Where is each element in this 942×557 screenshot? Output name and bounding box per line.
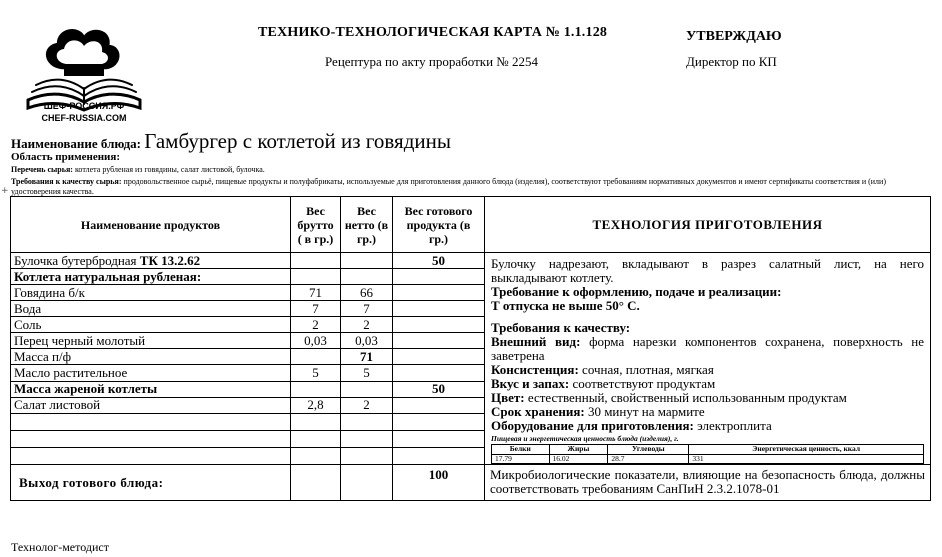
table-row bbox=[11, 253, 931, 269]
net-cell: 7 bbox=[341, 301, 393, 317]
quality-title: Требования к качеству: bbox=[491, 320, 631, 335]
product-cell: Булочка бутербродная ТК 13.2.62 bbox=[11, 253, 291, 269]
product-cell: Перец черный молотый bbox=[11, 333, 291, 349]
product-cell: Салат листовой bbox=[11, 397, 291, 413]
ready-cell bbox=[393, 269, 485, 285]
gross-cell: 7 bbox=[291, 301, 341, 317]
recipe-table bbox=[10, 196, 931, 501]
chef-book-logo bbox=[14, 16, 154, 128]
nutrition-header-protein: Белки bbox=[492, 445, 550, 455]
nutrition-header-energy: Энергетическая ценность, ккал bbox=[689, 445, 924, 455]
scope-label: Область применения: bbox=[11, 151, 120, 163]
product-cell: Масса п/ф bbox=[11, 349, 291, 365]
product-cell: Вода bbox=[11, 301, 291, 317]
gross-cell: 0,03 bbox=[291, 333, 341, 349]
ready-cell bbox=[393, 397, 485, 413]
net-cell: 0,03 bbox=[341, 333, 393, 349]
gross-cell bbox=[291, 349, 341, 365]
net-cell bbox=[341, 269, 393, 285]
ready-cell bbox=[393, 301, 485, 317]
nutrition-protein: 17.79 bbox=[492, 454, 550, 464]
table-move-handle-icon[interactable]: + bbox=[1, 186, 9, 196]
yield-row bbox=[11, 465, 931, 501]
product-cell: Масло растительное bbox=[11, 365, 291, 381]
ready-cell bbox=[393, 333, 485, 349]
dish-name: Гамбургер с котлетой из говядины bbox=[144, 129, 451, 153]
net-cell: 66 bbox=[341, 285, 393, 301]
header-gross: Вес брутто ( в гр.) bbox=[291, 197, 341, 253]
product-cell: Масса жареной котлеты bbox=[11, 381, 291, 397]
raw-materials-text: котлета рубленая из говядины, салат листовой, булочка. bbox=[74, 165, 265, 174]
microbiology-note: Микробиологические показатели, влияющие на безопасность блюда, должны соответствовать требованиям СанПиН 2.3.2.1078-01 bbox=[485, 465, 931, 501]
nutrition-table bbox=[491, 444, 924, 464]
raw-quality-text: продовольственное сырьё, пищевые продукты и полуфабрикаты, используемые для приготовления данного блюда (изделия), соответствуют требованиям нормативных документов и имеют сертификаты соответствия и (или) удостоверения качества. bbox=[11, 177, 886, 196]
card-subtitle: Рецептура по акту проработки № 2254 bbox=[325, 54, 538, 69]
director-label: Директор по КП bbox=[686, 54, 777, 69]
net-cell: 2 bbox=[341, 397, 393, 413]
yield-value: 100 bbox=[393, 465, 485, 501]
technologist-label: Технолог-методист bbox=[11, 540, 109, 554]
equipment: Оборудование для приготовления: электроплита bbox=[491, 418, 772, 433]
raw-materials-label: Перечень сырья: bbox=[11, 165, 75, 174]
nutrition-energy: 331 bbox=[689, 454, 924, 464]
gross-cell: 71 bbox=[291, 285, 341, 301]
gross-cell: 2 bbox=[291, 317, 341, 333]
logo-caption-ru: ШЕФ-РОССИЯ.РФ bbox=[43, 101, 125, 111]
technology-cell bbox=[485, 253, 931, 465]
ready-cell bbox=[393, 317, 485, 333]
net-cell: 71 bbox=[341, 349, 393, 365]
tech-step: Булочку надрезают, вкладывают в разрез салатный лист, на него выкладывают котлету. bbox=[491, 256, 924, 285]
gross-cell: 5 bbox=[291, 365, 341, 381]
net-cell: 2 bbox=[341, 317, 393, 333]
net-cell: 5 bbox=[341, 365, 393, 381]
raw-quality-requirements bbox=[11, 177, 931, 196]
serve-title: Требование к оформлению, подаче и реализации: bbox=[491, 284, 782, 299]
nutrition-header-carbs: Углеводы bbox=[608, 445, 689, 455]
product-cell: Говядина б/к bbox=[11, 285, 291, 301]
nutrition-carbs: 28.7 bbox=[608, 454, 689, 464]
appearance: Внешний вид: форма нарезки компонентов сохранена, поверхность не заветрена bbox=[491, 334, 924, 363]
net-cell bbox=[341, 253, 393, 269]
raw-materials-line bbox=[11, 165, 265, 174]
consistency: Консистенция: сочная, плотная, мягкая bbox=[491, 362, 714, 377]
ready-cell bbox=[393, 365, 485, 381]
card-title: ТЕХНИКО-ТЕХНОЛОГИЧЕСКАЯ КАРТА № 1.1.128 bbox=[258, 25, 608, 40]
nutrition-caption: Пищевая и энергетическая ценность блюда (изделия), г. bbox=[491, 434, 679, 443]
gross-cell bbox=[291, 269, 341, 285]
product-cell: Соль bbox=[11, 317, 291, 333]
gross-cell bbox=[291, 381, 341, 397]
header-net: Вес нетто (в гр.) bbox=[341, 197, 393, 253]
ready-cell bbox=[393, 285, 485, 301]
header-product: Наименование продуктов bbox=[11, 197, 291, 253]
ready-cell: 50 bbox=[393, 381, 485, 397]
header-ready: Вес готового продукта (в гр.) bbox=[393, 197, 485, 253]
approve-label: УТВЕРЖДАЮ bbox=[686, 29, 782, 44]
ready-cell bbox=[393, 349, 485, 365]
gross-cell bbox=[291, 253, 341, 269]
taste-smell: Вкус и запах: соответствуют продуктам bbox=[491, 376, 716, 391]
ready-cell: 50 bbox=[393, 253, 485, 269]
nutrition-fat: 16.02 bbox=[549, 454, 608, 464]
header-technology: ТЕХНОЛОГИЯ ПРИГОТОВЛЕНИЯ bbox=[485, 197, 931, 253]
logo-caption-en: CHEF-RUSSIA.COM bbox=[41, 113, 127, 123]
product-cell: Котлета натуральная рубленая: bbox=[11, 269, 291, 285]
storage: Срок хранения: 30 минут на мармите bbox=[491, 404, 705, 419]
dish-name-label: Наименование блюда: bbox=[11, 136, 145, 151]
net-cell bbox=[341, 381, 393, 397]
yield-label: Выход готового блюда: bbox=[11, 465, 291, 501]
gross-cell: 2,8 bbox=[291, 397, 341, 413]
nutrition-header-fat: Жиры bbox=[549, 445, 608, 455]
raw-quality-label: Требования к качеству сырья: bbox=[11, 177, 124, 186]
color: Цвет: естественный, свойственный использованным продуктам bbox=[491, 390, 847, 405]
serve-temperature: Т отпуска не выше 50° С. bbox=[491, 298, 640, 313]
